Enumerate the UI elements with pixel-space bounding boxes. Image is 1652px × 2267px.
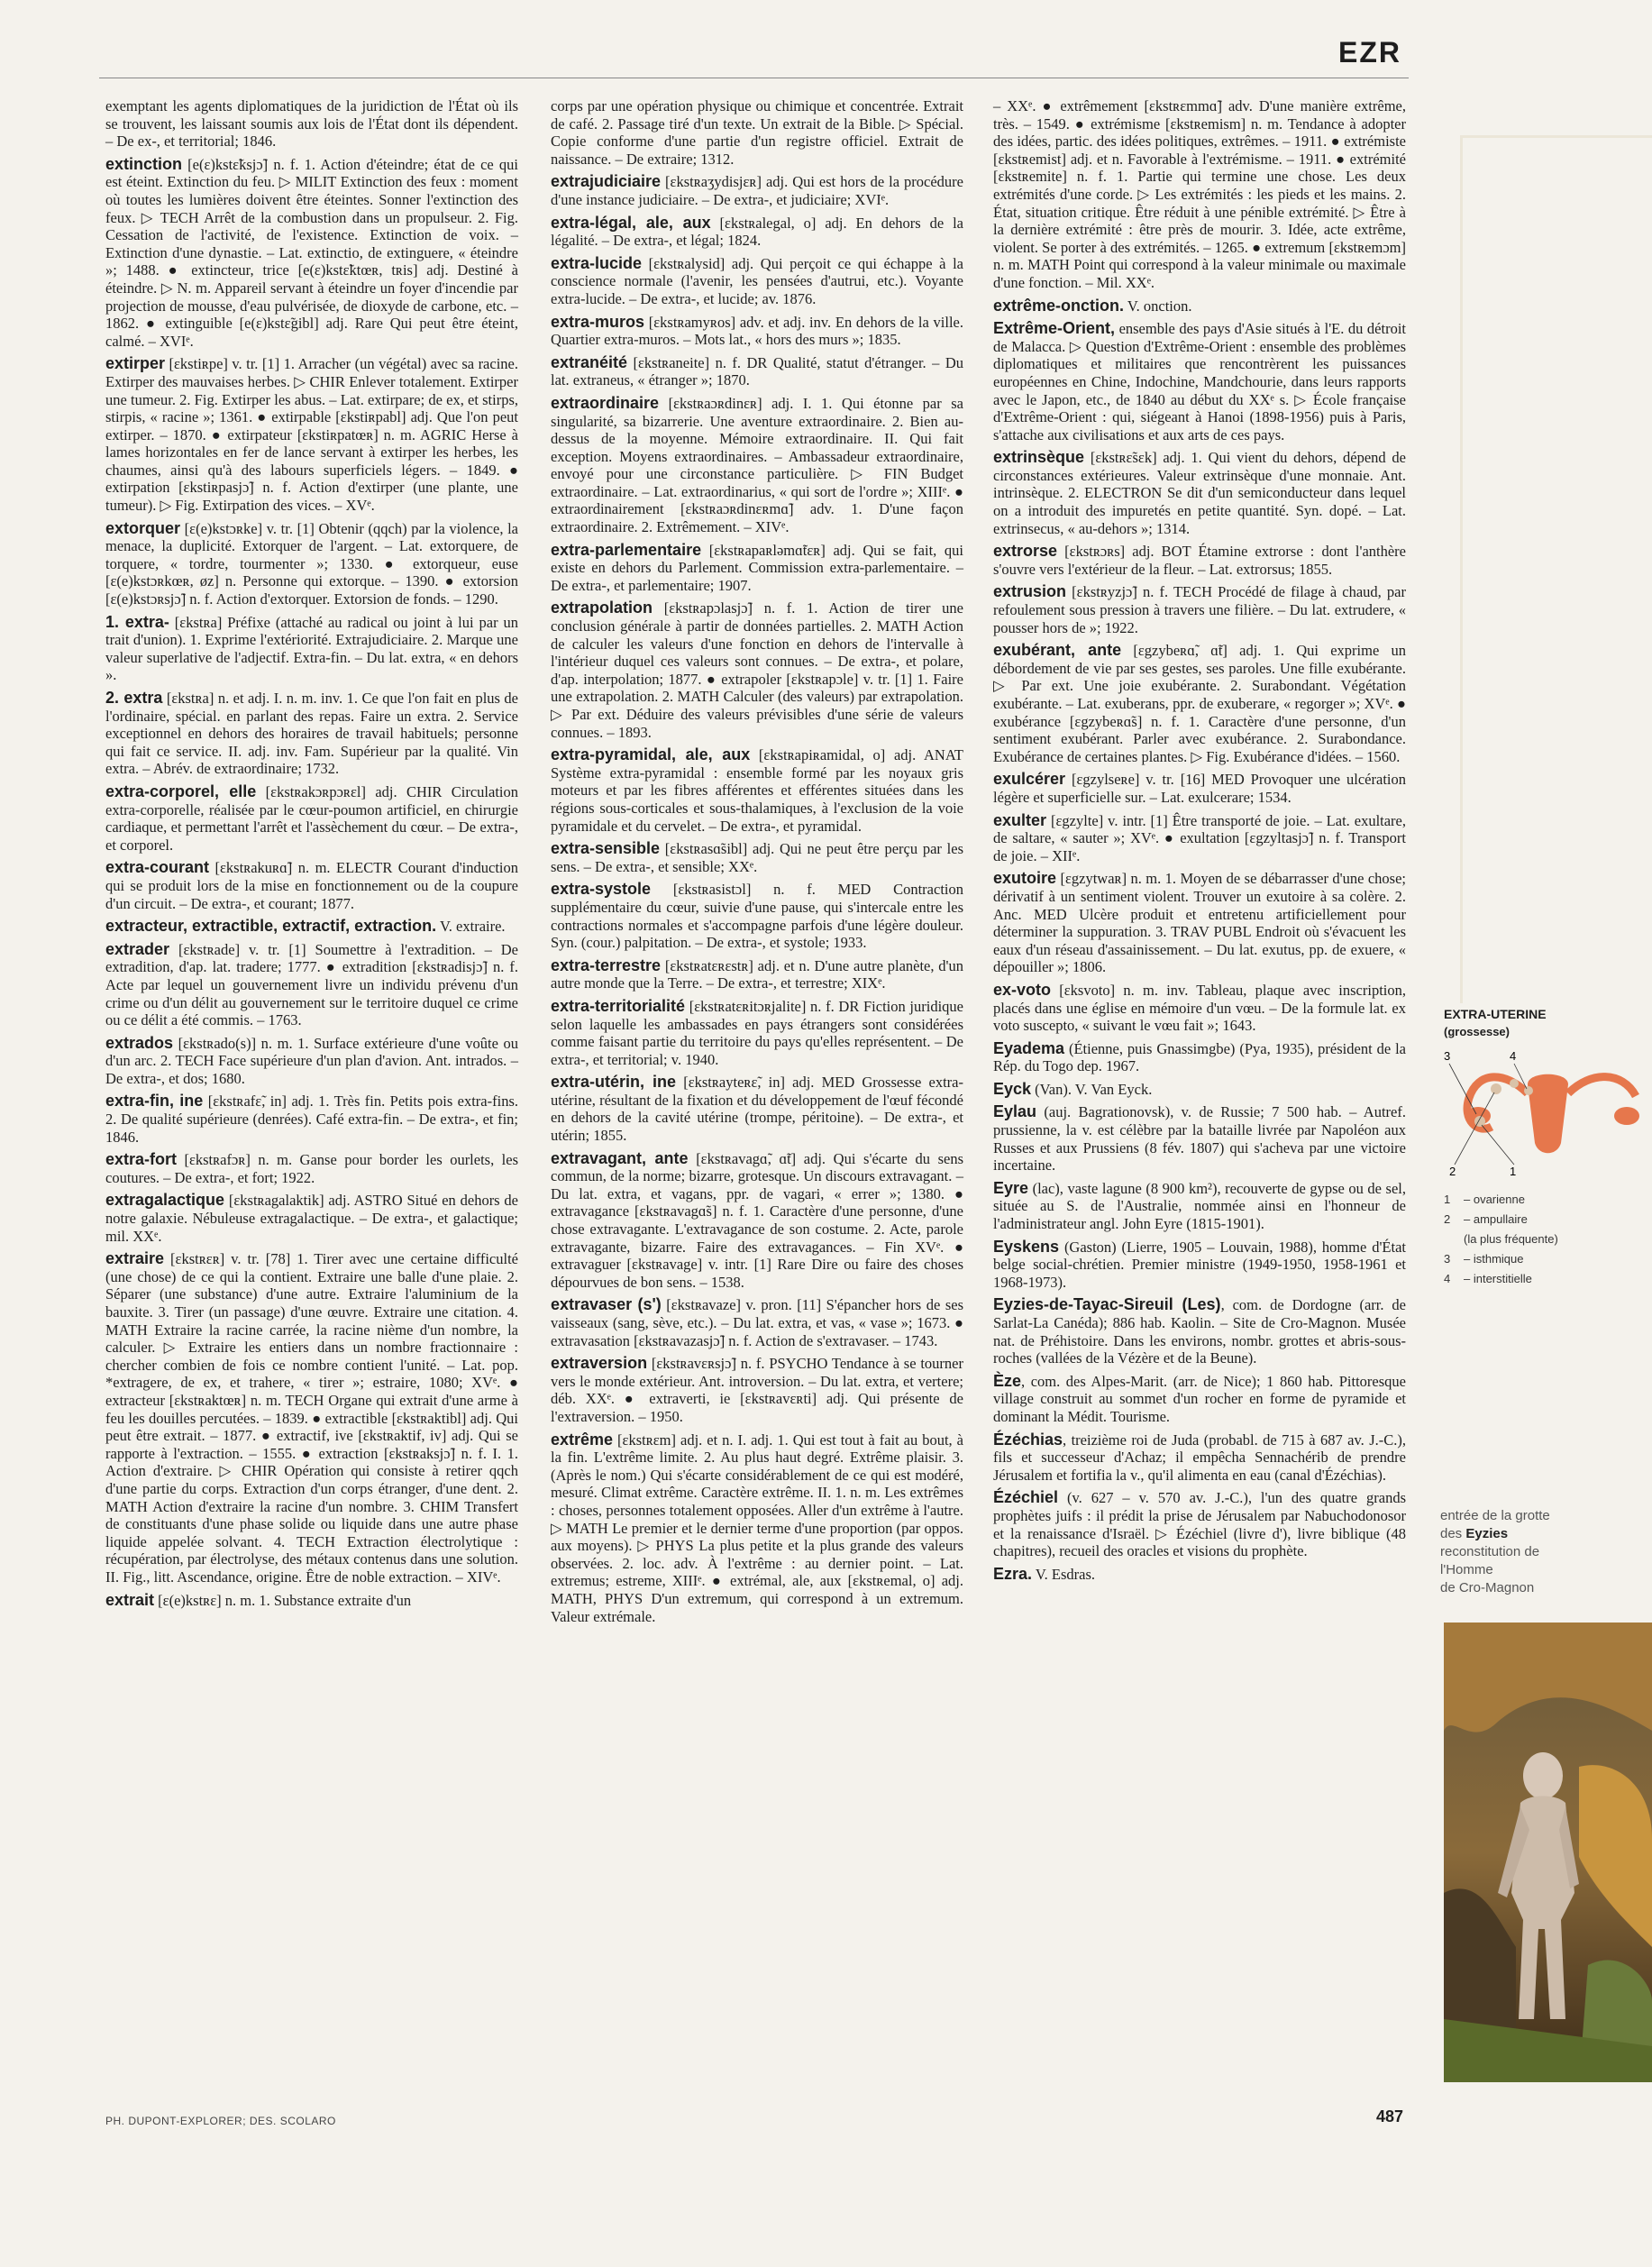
headword: extra-légal, ale, aux (551, 213, 711, 232)
dictionary-entry (105, 1035, 518, 1088)
dictionary-entry (551, 314, 963, 349)
page-number: 487 (1375, 2107, 1403, 2125)
definition-text: [ɛkstʀamyʀos] adv. et adj. inv. En dehors de la ville. Quartier extra-muros. – Mots lat., « hors des murs »; 1835. (551, 313, 963, 349)
dictionary-entry (105, 1592, 518, 1610)
dictionary-entry (551, 215, 963, 250)
legend-row: 1 – ovarienne (1444, 1193, 1525, 1206)
headword: extrados (105, 1033, 174, 1052)
definition-text: [ɛkstʀaɔʀdinɛʀ] adj. I. 1. Qui étonne par sa singularité, sa bizarrerie. Une aventure extraordinaire. 2. Bien au-dessus de la moyenne. Mémoire extraordinaire. II. Qui fait exception. Moyens extraordinaires. – Ambassadeur extraordinaire, envoyé pour une circonstance particulière. ▷ FIN Budget extraordinaire. – Lat. extraordinarius, « qui sort de l'ordre »; XIIIᵉ. ● extraordinairement [ɛkstʀaɔʀdinɛʀmɑ̃] adv. 1. D'une façon extraordinaire. 2. Extrêmement. – XIVᵉ. (551, 394, 963, 536)
dictionary-entry (993, 1103, 1406, 1174)
legend-row: (la plus fréquente) (1464, 1232, 1558, 1246)
dictionary-entry (551, 542, 963, 595)
definition-text: [ɛgzylte] v. intr. [1] Être transporté de joie. – Lat. exultare, de saltare, « sauter »; XVᵉ. ● exultation [ɛgzyltasjɔ̃] n. f. Transport de joie. – XIIᵉ. (993, 811, 1406, 864)
headword: extravagant, ante (551, 1148, 689, 1167)
legend-row: 4 – interstitielle (1444, 1272, 1532, 1285)
definition-text: (lac), vaste lagune (8 900 km²), recouverte de gypse ou de sel, située au S. de l'Australie, nommée ainsi en l'honneur de l'administrateur angl. John Eyre (1815-1901). (993, 1179, 1406, 1233)
definition-text: [ɛkstʀaneite] n. f. DR Qualité, statut d'étranger. – Du lat. extraneus, « étranger »; 1870. (551, 353, 963, 389)
dictionary-entry (551, 998, 963, 1068)
dictionary-entry (551, 840, 963, 875)
headword: extorquer (105, 518, 181, 537)
definition-text: (Van). V. Van Eyck. (1031, 1080, 1153, 1098)
definition-text: [ɛkstʀa] n. et adj. I. n. m. inv. 1. Ce que l'on fait en plus de l'ordinaire, spécial. en parlant des repas. Faire un extra. 2. Service exceptionnel en dehors des horaires de travail habituels; personne qui fait ce service. II. adj. inv. Fam. Supérieur par la qualité. Vin extra. – Abrév. de extraordinaire; 1732. (105, 690, 518, 778)
label-1: 1 (1510, 1165, 1517, 1178)
definition-text: [ɛkstʀakɔʀpɔʀɛl] adj. CHIR Circulation extra-corporelle, réalisée par le cœur-poumon artificiel, en chirurgie cardiaque, et permettant l'arrêt et l'assèchement du cœur. – De extra-, et corporel. (105, 782, 518, 854)
dictionary-entry (993, 1239, 1406, 1292)
headword: extrême (551, 1430, 614, 1449)
ovary-right (1614, 1107, 1639, 1125)
uterus-body (1528, 1074, 1568, 1154)
implantation-site-4 (1524, 1086, 1533, 1095)
definition-text: [ɛkstʀaʒydisjɛʀ] adj. Qui est hors de la procédure d'une instance judiciaire. – De extra-, et judiciaire; XVIᵉ. (551, 173, 963, 208)
headword: extrême-onction. (993, 296, 1125, 315)
definition-text: ensemble des pays d'Asie situés à l'E. du détroit de Malacca. ▷ Question d'Extrême-Orient : ensemble des problèmes diplomatiques et militaires que rencontrèrent les puissances européennes en Chine, Indochine, Mandchourie, dans leurs rapports avec le Japon, etc., de 1840 au début du XXᵉ s. ▷ École française d'Extrême-Orient : qui, siégeant à Hanoi (1898-1956) puis à Paris, s'attache aux civilisations et aux arts de ces pays. (993, 320, 1406, 443)
dictionary-entry (105, 941, 518, 1029)
headword: extrinsèque (993, 448, 1085, 467)
dictionary-entry (105, 690, 518, 778)
headword: Ezra. (993, 1564, 1033, 1583)
definition-text: , com. de Dordogne (arr. de Sarlat-La Canéda); 886 hab. Kaolin. – Site de Cro-Magnon. Musée nat. de Préhistoire. Dans les environs, nombr. grottes et abris-sous-roches (vallées de la Vézère et de la Beune). (993, 1296, 1406, 1367)
legend-row: 3 – isthmique (1444, 1252, 1524, 1266)
decorative-frame (1460, 135, 1652, 1003)
headword: Eyck (993, 1079, 1032, 1098)
headword: extirper (105, 354, 166, 373)
dictionary-entry (993, 1373, 1406, 1426)
definition-text: [ɛkstʀalegal, o] adj. En dehors de la légalité. – De extra-, et légal; 1824. (551, 214, 963, 250)
headword: ex-voto (993, 980, 1052, 999)
definition-text: [ɛgzybeʀɑ̃, ɑ̃t] adj. 1. Qui exprime un débordement de vie par ses gestes, ses paroles. Une fille exubérante. ▷ Par ext. Une joie exubérante. 2. Surabondant. Végétation exubérante. – Lat. exuberans, ppr. de exuberare, « regorger »; XVᵉ. ● exubérance [ɛgzybeʀɑ̃s] n. f. 1. Caractère d'une personne, d'un sentiment exubérant. Parler avec exubérance. 2. Surabondance. Exubérance de certaines plantes. ▷ Fig. Exubérance d'idées. – 1560. (993, 642, 1406, 765)
dictionary-entry (993, 1081, 1406, 1099)
headword: extra-parlementaire (551, 540, 702, 559)
column-2 (551, 97, 963, 1631)
dictionary-entry (551, 957, 963, 992)
definition-text: [ɛkstʀavagɑ̃, ɑ̃t] adj. Qui s'écarte du sens commun, de la norme; bizarre, grotesque. Un discours extravagant. – Du lat. extra, et vagans, ppr. de vagari, « errer »; 1380. ● extravagance [ɛkstʀavagɑ̃s] n. f. 1. Caractère d'une personne, d'une chose extravagante. L'extravagance de son costume. 2. Acte, parole extravagante, bizarre. Faire des extravagances. – Fin XVᵉ. ● extravaguer [ɛkstʀavage] v. intr. [1] Rare Dire ou faire des choses dépourvues de bon sens. – 1538. (551, 1149, 963, 1291)
dictionary-entry (551, 1431, 963, 1626)
definition-text: [ɛkstʀɛm] adj. et n. I. adj. 1. Qui est tout à fait au bout, à la fin. L'extrême limite. 2. Au plus haut degré. Extrême plaisir. 3. (Après le nom.) Qui s'écarte considérablement de ce qui est modéré, mesuré. Climat extrême. Caractère extrême. II. 1. n. m. Les extrêmes : choses, personnes totalement opposées. Aller d'un extrême à l'autre. ▷ MATH Le premier et le dernier terme d'une proportion (par oppos. aux moyens). ▷ PHYS La plus petite et la plus grande des valeurs observées. 2. loc. adv. À l'extrême : au dernier point. – Lat. extremus; estreme, XIIIᵉ. ● extrémal, ale, aux [ɛkstʀemal, o] adj. MATH, PHYS D'un extremum, qui correspond à un extremum. Valeur extrémale. (551, 1431, 963, 1625)
definition-text: [ɛ(e)kstʀɛ] n. m. 1. Substance extraite d'un (154, 1591, 412, 1609)
definition-text: , treizième roi de Juda (probabl. de 715 à 687 av. J.-C.), fils et successeur d'Achaz; il empêcha Sennachérib de prendre Jérusalem et fortifia la v., qu'il alimenta en eau (canal d'Ézéchias). (993, 1431, 1406, 1484)
definition-text: [ɛkstʀɛʀ] v. tr. [78] 1. Tirer avec une certaine difficulté (une chose) de ce qui la contient. Extraire une balle d'une plaie. 2. Séparer (une substance) d'une autre. Extraire l'aluminium de la bauxite. 3. Tirer (un passage) d'une œuvre. Extraire une citation. 4. MATH Extraire la racine carrée, la racine nième d'un nombre, la calculer. ▷ Extraire les entiers dans un nombre fractionnaire : chercher combien de fois ce nombre contient l'unité. – Lat. pop. *extragere, de ex, et trahere, « tirer »; estraire, 1080; XVᵉ. ● extracteur [ɛkstʀaktœʀ] n. m. TECH Organe qui extrait d'une arme à feu les douilles percutées. – 1839. ● extractible [ɛkstʀaktibl] adj. Qui peut être extrait. – 1877. ● extractif, ive [ɛkstʀaktif, iv] adj. Qui se rapporte à l'extraction. – 1555. ● extraction [ɛkstʀaksjɔ̃] n. f. I. 1. Action d'extraire. ▷ CHIR Opération qui consiste à retirer qqch d'une partie du corps. Extraction d'un corps étranger, d'une dent. 2. MATH Action d'extraire la racine d'un nombre. 3. CHIM Transfert de constituants d'une phase solide ou liquide dans une autre phase liquide appelée solvant. 4. TECH Extraction électrolytique : récupération, par électrolyse, des métaux contenus dans une solution. II. Fig., litt. Ascendance, origine. Être de noble extraction. – XIVᵉ. (105, 1250, 518, 1586)
headword: Eyskens (993, 1237, 1060, 1256)
label-3: 3 (1444, 1049, 1451, 1063)
headword: exubérant, ante (993, 641, 1122, 660)
headword: exutoire (993, 869, 1057, 888)
photo-credit: PH. DUPONT-EXPLORER; DES. SCOLARO (105, 2115, 336, 2127)
dictionary-entry (105, 156, 518, 351)
headword: extravaser (s') (551, 1295, 662, 1314)
headword: extraordinaire (551, 393, 660, 412)
dictionary-entry (993, 812, 1406, 865)
definition-text: [ɛkstʀafɔʀ] n. m. Ganse pour border les ourlets, les coutures. – De extra-, et fort; 1922. (105, 1151, 518, 1186)
definition-text: [ɛkstʀade] v. tr. [1] Soumettre à l'extradition. – De extradition, d'ap. lat. tradere; 1777. ● extradition [ɛkstʀadisjɔ̃] n. f. Acte par lequel un gouvernement livre un individu prévenu d'un crime ou d'un délit au gouvernement sur le territoire duquel ce crime ou ce délit a été commis. – 1763. (105, 940, 518, 1029)
definition-text: [ɛkstʀado(s)] n. m. 1. Surface extérieure d'une voûte ou d'un arc. 2. TECH Face supérieure d'un plan d'avion. Ant. intrados. – De extra-, et dos; 1680. (105, 1034, 518, 1087)
definition-text: [e(ɛ)kstɛ̃ksjɔ̃] n. f. 1. Action d'éteindre; état de ce qui est éteint. Extinction du feu. ▷ MILIT Extinction des feux : moment où toutes les lumières doivent être éteintes. Sonner l'extinction des feux. ▷ TECH Arrêt de la combustion dans un propulseur. 2. Fig. Cessation de l'activité, de l'existence. Extinction de voix. – Extinction d'une dynastie. – Lat. extinctio, de extinguere, « éteindre »; 1488. ● extincteur, trice [e(ɛ)kstɛ̃ktœʀ, tʀis] adj. Destiné à éteindre. ▷ N. m. Appareil servant à éteindre un foyer d'incendie par projection de mousse, d'eau pulvérisée, de dioxyde de carbone, etc. – 1862. ● extinguible [e(ɛ)kstɛ̃gibl] adj. Rare Qui peut être éteint, calmé. – XVIᵉ. (105, 155, 518, 350)
dictionary-entry (105, 355, 518, 514)
headword: extra-systole (551, 880, 652, 899)
illustration-legend (1444, 1190, 1647, 1289)
definition-text: [ɛkstʀɔʀs] adj. BOT Étamine extrorse : dont l'anthère s'ouvre vers l'extérieur de la fleur. – Lat. extrorsus; 1855. (993, 543, 1406, 578)
headword: extranéité (551, 352, 628, 371)
dictionary-entry (105, 97, 518, 151)
dictionary-entry (993, 1296, 1406, 1367)
headword: 2. extra (105, 689, 163, 707)
dictionary-entry (551, 354, 963, 389)
fallopian-tube-right (1568, 1077, 1636, 1096)
dictionary-entry (993, 97, 1406, 292)
headword: extraire (105, 1249, 165, 1268)
definition-text: [ɛkstʀasɑ̃sibl] adj. Qui ne peut être perçu par les sens. – De extra-, et sensible; XXᵉ. (551, 840, 963, 875)
definition-text: [ɛgzylseʀe] v. tr. [16] MED Provoquer une ulcération légère et superficielle sur. – Lat. exulcerare; 1534. (993, 771, 1406, 806)
headword: Èze (993, 1371, 1022, 1390)
definition-text: [ɛkstʀapiʀamidal, o] adj. ANAT Système extra-pyramidal : ensemble formé par les noyaux gris moteurs et par les fibres afférentes et efférentes situées dans les régions sous-corticales et sous-thalamiques, à l'exclusion de la voie pyramidale et du cervelet. – De extra-, et pyramidal. (551, 746, 963, 835)
running-head: EZR (1338, 36, 1401, 69)
column-3 (993, 97, 1406, 1588)
dictionary-entry (551, 97, 963, 168)
definition-text: V. Esdras. (1032, 1565, 1096, 1583)
uterus-diagram (1442, 1044, 1652, 1179)
headword: extrorse (993, 542, 1058, 561)
definition-text: [ɛkstʀyzjɔ̃] n. f. TECH Procédé de filage à chaud, par refoulement sous pression à travers une filière. – Du lat. extrudere, « pousser hors de »; 1922. (993, 583, 1406, 636)
definition-text: [ɛkstʀavaze] v. pron. [11] S'épancher hors de ses vaisseaux (sang, sève, etc.). – Du lat. extra, et vas, « vase »; 1673. ● extravasation [ɛkstʀavazasjɔ̃] n. f. Action de s'extravaser. – 1743. (551, 1296, 963, 1349)
definition-text: corps par une opération physique ou chimique et concentrée. Extrait de café. 2. Passage tiré d'un texte. Un extrait de la Bible. ▷ Spécial. Copie conforme d'une partie d'un registre officiel. Extrait de naissance. – De extraire; 1312. (551, 97, 963, 168)
definition-text: V. onction. (1124, 297, 1192, 315)
dictionary-entry (551, 599, 963, 741)
headword: extrait (105, 1590, 155, 1609)
dictionary-entry (993, 771, 1406, 806)
dictionary-entry (105, 1250, 518, 1586)
headword: extra-pyramidal, ale, aux (551, 745, 751, 764)
headword: Ézéchiel (993, 1488, 1059, 1507)
definition-text: [ɛkstʀakuʀɑ̃] n. m. ELECTR Courant d'induction qui se produit lors de la mise en fonctionnement ou de la coupure d'un circuit. – De extra-, et courant; 1877. (105, 859, 518, 912)
headword: extra-fin, ine (105, 1092, 204, 1111)
dictionary-entry (105, 918, 518, 936)
photo-caption: entrée de la grotte des Eyzies reconstitution de l'Homme de Cro-Magnon (1440, 1508, 1550, 1595)
label-2: 2 (1449, 1165, 1456, 1178)
dictionary-entry (993, 449, 1406, 537)
dictionary-entry (551, 1296, 963, 1349)
definition-text: [ɛkstʀatɛʀitɔʀjalite] n. f. DR Fiction juridique selon laquelle les ambassades en pays étrangers sont considérées comme faisant partie du territoire du pays qu'elles représentent. – De extra-, et territorial; v. 1940. (551, 997, 963, 1068)
definition-text: [ɛkstʀatɛʀɛstʀ] adj. et n. D'une autre planète, d'un autre monde que la Terre. – De extra-, et terrestre; XIXᵉ. (551, 956, 963, 992)
headword: exulcérer (993, 770, 1066, 789)
definition-text: [ɛgzytwaʀ] n. m. 1. Moyen de se débarrasser d'une chose; dérivatif à un sentiment violent. Trouver un exutoire à sa colère. 2. Anc. MED Ulcère produit et entretenu artificiellement pour déterminer la suppuration. 3. TRAV PUBL Endroit où s'évacuent les eaux d'un réseau d'assainissement. – Du lat. exutus, pp. de exuere, « dépouiller »; 1806. (993, 870, 1406, 976)
dictionary-entry (551, 746, 963, 835)
definition-text: [ɛ(e)kstɔʀke] v. tr. [1] Obtenir (qqch) par la violence, la menace, la duplicité. Extorquer de l'argent. – Lat. extorquere, de torquere, « tordre, tourmenter »; 1330. ● extorqueur, euse [ɛ(e)kstɔʀkœʀ, øz] n. Personne qui extorque. – 1390. ● extorsion [ɛ(e)kstɔʀsjɔ̃] n. f. Action d'extorquer. Extorsion de fonds. – 1290. (105, 519, 518, 608)
definition-text: (Étienne, puis Gnassimgbe) (Pya, 1935), président de la Rép. du Togo dep. 1967. (993, 1039, 1406, 1075)
headword: exulter (993, 810, 1047, 829)
dictionary-entry (993, 320, 1406, 443)
dictionary-entry (993, 982, 1406, 1035)
headword: extinction (105, 154, 183, 173)
headword: extracteur, extractible, extractif, extraction. (105, 917, 437, 936)
dictionary-entry (993, 1489, 1406, 1559)
definition-text: [ɛkstʀafɛ̃, in] adj. 1. Très fin. Petits pois extra-fins. 2. De qualité supérieure (denrées). Café extra-fin. – De extra-, et fin; 1846. (105, 1092, 518, 1146)
headword: extra-lucide (551, 253, 643, 272)
dictionary-entry (105, 1151, 518, 1186)
dictionary-entry (105, 520, 518, 608)
dictionary-entry (993, 543, 1406, 578)
definition-text: [ɛkstʀalysid] adj. Qui perçoit ce qui échappe à la conscience normale (l'avenir, les pensées d'autrui, etc.). Voyante extra-lucide. – De extra-, et lucide; av. 1876. (551, 254, 963, 307)
definition-text: [ɛkstʀayteʀɛ̃, in] adj. MED Grossesse extra-utérine, résultant de la fixation et du développement de l'œuf fécondé en dehors de la cavité utérine (trompe, péritoine). – De extra-, et utérin; 1855. (551, 1074, 963, 1145)
definition-text: – XXᵉ. ● extrêmement [ɛkstʀɛmmɑ̃] adv. D'une manière extrême, très. – 1549. ● extrémisme [ɛkstʀemism] n. m. Tendance à adopter des idées, partic. des idées politiques, extrêmes. – 1911. ● extrémiste [ɛkstʀemist] adj. et n. Favorable à l'extrémisme. – 1911. ● extrémité [ɛkstʀemite] n. f. 1. Partie qui termine une chose. Les deux extrémités d'une corde. ▷ Les extrémités : les pieds et les mains. 2. État, situation critique. Être réduit à une pénible extrémité. ▷ Être à la dernière extrémité : être près de mourir. 3. Idée, acte extrême, violent. Se porter à des extrémités. – 1265. ● extremum [ɛkstʀemɔm] n. m. MATH Point qui correspond à la valeur minimale ou maximale d'une fonction. – Mil. XXᵉ. (993, 97, 1406, 291)
definition-text: [ɛkstʀapɔlasjɔ̃] n. f. 1. Action de tirer une conclusion générale à partir de données partielles. 2. MATH Action de calculer les valeurs d'une fonction en dehors de l'intervalle à l'intérieur duquel ces valeurs sont connues. – De extra-, et polare, d'ap. interpolation; 1877. ● extrapoler [ɛkstʀapɔle] v. tr. [1] 1. Faire une extrapolation. 2. MATH Calculer (des valeurs) par extrapolation. ▷ Par ext. Déduire des valeurs prévisibles d'une série de valeurs connues. – 1893. (551, 599, 963, 741)
definition-text: exemptant les agents diplomatiques de la juridiction de l'État où ils se trouvent, les laissant soumis aux lois de l'État dont ils dépendent. – De ex-, et territorial; 1846. (105, 97, 518, 151)
headword: extra-utérin, ine (551, 1073, 677, 1092)
dictionary-entry (993, 297, 1406, 315)
dictionary-entry (551, 255, 963, 308)
dictionary-entry (105, 1092, 518, 1146)
definition-text: [ɛkstʀagalaktik] adj. ASTRO Situé en dehors de notre galaxie. Nébuleuse extragalactique. – De extra-, et galactique; mil. XXᵉ. (105, 1192, 518, 1245)
legend-row: 2 – ampullaire (1444, 1212, 1528, 1226)
definition-text: [ɛkstʀapaʀləmɑ̃tɛʀ] adj. Qui se fait, qui existe en dehors du Parlement. Commission extra-parlementaire. – De extra-, et parlementaire; 1907. (551, 541, 963, 594)
dictionary-entry (551, 395, 963, 536)
headword: Eyadema (993, 1038, 1065, 1057)
headword: 1. extra- (105, 612, 169, 631)
headword: extraversion (551, 1354, 648, 1373)
label-4: 4 (1510, 1049, 1517, 1063)
dictionary-entry (551, 1074, 963, 1144)
dictionary-entry (105, 1192, 518, 1245)
headword: extrajudiciaire (551, 172, 662, 191)
definition-text: (Gaston) (Lierre, 1905 – Louvain, 1988), homme d'État belge social-chrétien. Premier ministre (1949-1950, 1958-1961 et 1968-1973). (993, 1238, 1406, 1291)
headword: extrusion (993, 582, 1067, 601)
definition-text: (v. 627 – v. 570 av. J.-C.), l'un des quatre grands prophètes juifs : il prédit la prise de Jérusalem par Nabuchodonosor et la renaissance d'Israël. ▷ Ézéchiel (livre d'), livre biblique (48 chapitres), recueil des oracles et visions du prophète. (993, 1489, 1406, 1560)
dictionary-entry (551, 173, 963, 208)
dictionary-entry (551, 1355, 963, 1425)
headword: Eyre (993, 1178, 1029, 1197)
dictionary-entry (551, 881, 963, 951)
definition-text: [ɛkstʀavɛʀsjɔ̃] n. f. PSYCHO Tendance à se tourner vers le monde extérieur. Ant. introversion. – Du lat. extra, et vertere; déb. XXᵉ. ● extraverti, ie [ɛkstʀavɛʀti] adj. Qui présente de l'extraversion. – 1950. (551, 1355, 963, 1425)
headword: extra-muros (551, 312, 645, 331)
headword: extrader (105, 939, 170, 958)
definition-text: [ɛkstʀasistɔl] n. f. MED Contraction supplémentaire du cœur, suivie d'une pause, qui s'intercale entre les contractions normales et s'accompagne parfois d'une légère douleur. Syn. (cour.) palpitation. – De extra-, et systole; 1933. (551, 881, 963, 952)
illustration-subtitle: (grossesse) (1444, 1025, 1510, 1038)
headword: extra-terrestre (551, 955, 662, 974)
dictionary-entry (993, 1040, 1406, 1075)
dictionary-entry (105, 859, 518, 912)
implantation-site-2 (1491, 1083, 1501, 1094)
headword: Eylau (993, 1102, 1037, 1121)
headword: extra-fort (105, 1150, 178, 1169)
cro-magnon-photo (1444, 1623, 1652, 2082)
headword: extra-corporel, elle (105, 782, 257, 800)
dictionary-entry (993, 583, 1406, 636)
headword: Ézéchias (993, 1430, 1063, 1449)
dictionary-entry (993, 642, 1406, 765)
column-1 (105, 97, 518, 1614)
headword: Extrême-Orient, (993, 319, 1116, 338)
definition-text: [ɛkstiʀpe] v. tr. [1] 1. Arracher (un végétal) avec sa racine. Extirper des mauvaises herbes. ▷ CHIR Enlever totalement. Extirper une tumeur. 2. Fig. Extirper les abus. – Lat. extirpare; de ex, et stirps, stirpis, « racine »; 1361. ● extirpable [ɛkstiʀpabl] adj. Que l'on peut extirper. – 1870. ● extirpateur [ɛkstiʀpatœʀ] n. m. AGRIC Herse à lames horizontales en fer de lance servant à extirper les herbes, les chaumes, ainsi qu'à des labours superficiels légers. – 1849. ● extirpation [ɛkstiʀpasjɔ̃] n. f. Action d'extirper (une plante, une tumeur). ▷ Fig. Extirpation des vices. – XVᵉ. (105, 355, 518, 515)
definition-text: , com. des Alpes-Marit. (arr. de Nice); 1 860 hab. Pittoresque village construit au sommet d'un rocher en forme de pyramide et dominant la Médit. Tourisme. (993, 1372, 1406, 1425)
definition-text: [ɛkstʀa] Préfixe (attaché au radical ou joint à lui par un trait d'union). 1. Exprime l'extériorité. Extrajudiciaire. 2. Marque une valeur superlative de l'adjectif. Extra-fin. – Du lat. extra, « en dehors ». (105, 613, 518, 684)
dictionary-entry (105, 783, 518, 854)
illustration-title: EXTRA-UTERINE (1444, 1007, 1547, 1021)
definition-text: [ɛkstʀɛ̃sɛk] adj. 1. Qui vient du dehors, dépend de circonstances extérieures. Valeur extrinsèque d'une monnaie. Ant. intrinsèque. 2. ELECTRON Se dit d'un semiconducteur dans lequel on a introduit des impuretés en petite quantité. Syn. dopé. – Lat. extrinsecus, « au-dehors »; 1314. (993, 449, 1406, 537)
dictionary-entry (993, 870, 1406, 976)
headword: extrapolation (551, 599, 653, 617)
dictionary-entry (551, 1150, 963, 1292)
headword: extragalactique (105, 1191, 225, 1210)
dictionary-entry (993, 1180, 1406, 1233)
definition-text: V. extraire. (436, 918, 506, 936)
definition-text: (auj. Bagrationovsk), v. de Russie; 7 500 hab. – Autref. prussienne, la v. est célèbre par la bataille livrée par Napoléon aux Russes et aux Prussiens (8 fév. 1807) qui s'acheva par une victoire incertaine. (993, 1103, 1406, 1175)
dictionary-entry (993, 1431, 1406, 1485)
headword: Eyzies-de-Tayac-Sireuil (Les) (993, 1295, 1221, 1314)
dictionary-entry (105, 614, 518, 684)
headword: extra-courant (105, 858, 210, 877)
headword: extra-sensible (551, 839, 661, 858)
dictionary-entry (993, 1566, 1406, 1584)
headword: extra-territorialité (551, 996, 686, 1015)
implantation-site-3 (1510, 1079, 1519, 1088)
definition-text: [ɛksvoto] n. m. inv. Tableau, plaque avec inscription, placés dans une église en mémoire d'un vœu. – De la formule lat. ex voto suscepto, « suivant le vœu fait »; 1643. (993, 981, 1406, 1035)
